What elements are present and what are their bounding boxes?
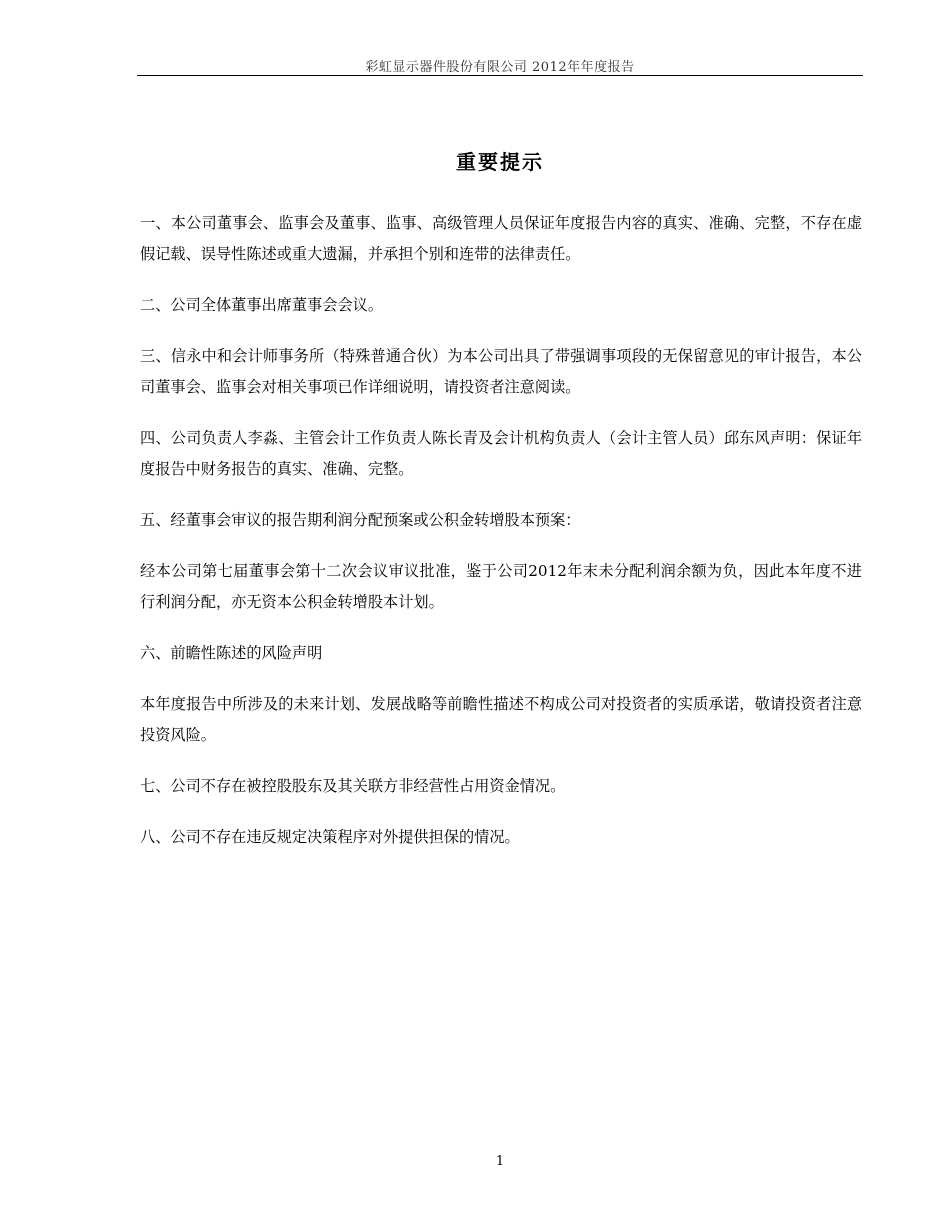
running-header: 彩虹显示器件股份有限公司 2012年年度报告: [365, 60, 635, 75]
notice-body: [140, 208, 862, 873]
notice-item-5-detail: 经本公司第七届董事会第十二次会议审议批准，鉴于公司2012年末未分配利润余额为负，因此本年度不进行利润分配，亦无资本公积金转增股本计划。: [140, 562, 862, 611]
notice-item-1: 一、本公司董事会、监事会及董事、监事、高级管理人员保证年度报告内容的真实、准确、完整，不存在虚假记载、误导性陈述或重大遗漏，并承担个别和连带的法律责任。: [140, 214, 862, 263]
notice-item-5: 五、经董事会审议的报告期利润分配预案或公积金转增股本预案：: [140, 511, 581, 529]
page-number: 1: [495, 1154, 505, 1169]
notice-item-8: 八、公司不存在违反规定决策程序对外提供担保的情况。: [140, 828, 520, 846]
notice-item-4: 四、公司负责人李淼、主管会计工作负责人陈长青及会计机构负责人（会计主管人员）邱东风声明：保证年度报告中财务报告的真实、准确、完整。: [140, 429, 862, 478]
notice-item-3: 三、信永中和会计师事务所（特殊普通合伙）为本公司出具了带强调事项段的无保留意见的审计报告，本公司董事会、监事会对相关事项已作详细说明，请投资者注意阅读。: [140, 347, 862, 396]
notice-item-6: 六、前瞻性陈述的风险声明: [140, 644, 323, 662]
notice-item-6-detail: 本年度报告中所涉及的未来计划、发展战略等前瞻性描述不构成公司对投资者的实质承诺，敬请投资者注意投资风险。: [140, 695, 862, 744]
page-title: 重要提示: [456, 150, 544, 174]
notice-item-7: 七、公司不存在被控股股东及其关联方非经营性占用资金情况。: [140, 777, 566, 795]
header-rule: [137, 75, 863, 76]
notice-item-2: 二、公司全体董事出席董事会会议。: [140, 296, 383, 314]
